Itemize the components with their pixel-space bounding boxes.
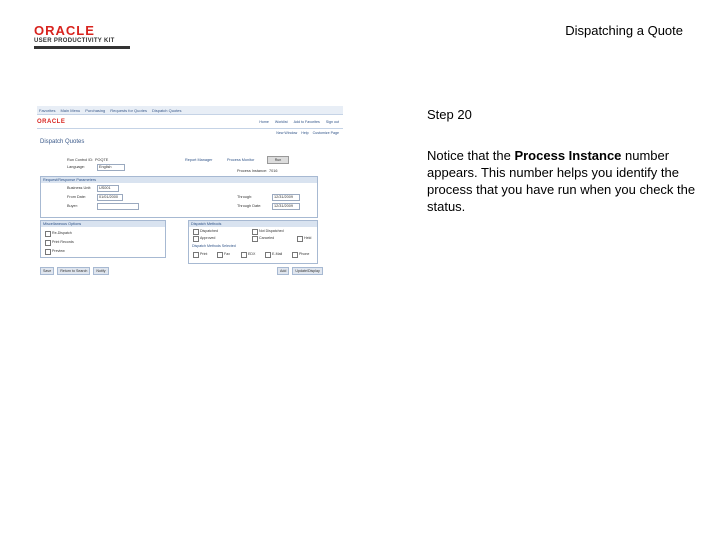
language-select[interactable] <box>97 164 125 171</box>
language-label: Language: <box>67 165 85 169</box>
preview-checkbox[interactable] <box>45 249 51 255</box>
not-dispatched-label: Not Dispatched <box>259 229 284 233</box>
method-print-label: Print <box>200 252 208 256</box>
through-date-label: Through Date: <box>237 204 262 208</box>
oracle-upk-logo <box>34 24 134 49</box>
dispatch-status-group <box>188 220 318 264</box>
held-checkbox[interactable] <box>297 236 303 242</box>
method-edx-label: EDX <box>248 252 256 256</box>
from-date-input[interactable] <box>97 194 123 201</box>
print-records-label: Print Records <box>52 240 74 244</box>
nav-requests-for-quotes[interactable]: Requests for Quotes <box>110 107 147 113</box>
app-topbar <box>37 115 343 129</box>
approved-label: Approved <box>200 236 216 240</box>
method-phone-checkbox[interactable] <box>292 252 298 258</box>
sign-out-link[interactable]: Sign out <box>325 119 339 124</box>
buyer-label: Buyer: <box>67 204 78 208</box>
from-date-value: 01/01/2000 <box>99 195 119 199</box>
step-description <box>427 147 712 215</box>
logo-underline <box>34 46 130 49</box>
method-phone-label: Phone <box>299 252 310 256</box>
canceled-label: Canceled <box>259 236 275 240</box>
through-date-value: 12/31/2009 <box>274 204 294 208</box>
nav-main-menu[interactable]: Main Menu <box>60 107 81 113</box>
process-instance-value: 7016 <box>269 169 278 173</box>
save-button[interactable]: Save <box>40 267 54 275</box>
parameters-header: Request/Response Parameters <box>41 177 317 183</box>
dispatched-label: Dispatched <box>200 229 218 233</box>
dispatched-checkbox[interactable] <box>193 229 199 235</box>
redispatch-checkbox[interactable] <box>45 231 51 237</box>
update-display-button[interactable]: Update/Display <box>292 267 322 275</box>
breadcrumb-nav <box>37 106 343 115</box>
method-email-checkbox[interactable] <box>265 252 271 258</box>
add-to-favorites-link[interactable]: Add to Favorites <box>293 119 320 124</box>
logo-subtext: USER PRODUCTIVITY KIT <box>34 38 115 44</box>
logo-text: ORACLE <box>34 23 95 38</box>
dispatch-status-header: Dispatch Methods <box>189 221 317 227</box>
add-button[interactable]: Add <box>277 267 289 275</box>
business-unit-label: Business Unit: <box>67 186 92 190</box>
form-title: Dispatch Quotes <box>40 139 85 145</box>
held-label: Held <box>304 236 312 240</box>
method-fax-label: Fax <box>224 252 230 256</box>
through-input[interactable] <box>272 194 300 201</box>
method-fax-checkbox[interactable] <box>217 252 223 258</box>
return-to-search-button[interactable]: Return to Search <box>57 267 90 275</box>
description-before: Notice that the <box>427 148 515 163</box>
through-label: Through: <box>237 195 253 199</box>
not-dispatched-checkbox[interactable] <box>252 229 258 235</box>
customize-page-link[interactable]: Customize Page <box>312 131 339 135</box>
methods-subheader: Dispatch Methods Selected <box>192 244 236 248</box>
method-edx-checkbox[interactable] <box>241 252 247 258</box>
canceled-checkbox[interactable] <box>252 236 258 242</box>
page-title: Dispatching a Quote <box>565 23 683 38</box>
step-label: Step 20 <box>427 107 472 122</box>
run-button[interactable]: Run <box>267 156 289 164</box>
notify-button[interactable]: Notify <box>93 267 108 275</box>
run-control-label: Run Control ID: <box>67 158 94 162</box>
description-after: number appears. This number helps you identify the process that you have run when you check the status. <box>427 148 696 214</box>
home-link[interactable]: Home <box>259 119 269 124</box>
approved-checkbox[interactable] <box>193 236 199 242</box>
help-link[interactable]: Help <box>301 131 309 135</box>
app-logo: ORACLE <box>37 118 66 125</box>
page-footer-right <box>277 267 323 275</box>
nav-favorites[interactable]: Favorites <box>39 107 56 113</box>
run-control-value: POQTE <box>95 158 109 162</box>
business-unit-value: US001 <box>99 186 111 190</box>
nav-dispatch-quotes[interactable]: Dispatch Quotes <box>151 107 182 113</box>
page-toolbar <box>37 129 343 137</box>
from-date-label: From Date: <box>67 195 86 199</box>
worklist-link[interactable]: Worklist <box>274 119 288 124</box>
print-records-checkbox[interactable] <box>45 240 51 246</box>
report-manager-link[interactable]: Report Manager <box>185 158 213 162</box>
language-value: English <box>99 165 112 169</box>
through-value: 12/31/2009 <box>274 195 294 199</box>
nav-purchasing[interactable]: Purchasing <box>85 107 106 113</box>
redispatch-label: Re-Dispatch <box>52 231 72 235</box>
buyer-input[interactable] <box>97 203 139 210</box>
method-email-label: E-Mail <box>272 252 283 256</box>
page-footer-buttons <box>40 267 109 275</box>
preview-label: Preview <box>52 249 65 253</box>
process-instance-label: Process Instance: <box>237 169 268 173</box>
new-window-link[interactable]: New Window <box>276 131 298 135</box>
business-unit-input[interactable] <box>97 185 119 192</box>
method-print-checkbox[interactable] <box>193 252 199 258</box>
step-screenshot <box>37 106 343 278</box>
through-date-input[interactable] <box>272 203 300 210</box>
process-monitor-link[interactable]: Process Monitor <box>227 158 255 162</box>
misc-options-header: Miscellaneous Options <box>41 221 165 227</box>
description-bold: Process Instance <box>514 148 622 163</box>
